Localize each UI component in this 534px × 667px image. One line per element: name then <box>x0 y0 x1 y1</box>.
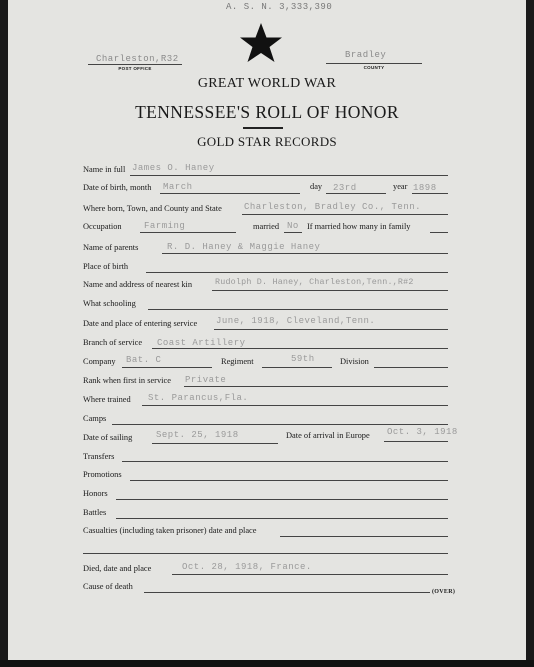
name-value: James O. Haney <box>132 163 215 173</box>
cause-rule <box>144 592 430 593</box>
gold-star-icon <box>236 22 286 64</box>
battles-rule <box>116 518 448 519</box>
casualties-rule-2 <box>83 553 448 554</box>
sailing-label: Date of sailing <box>83 433 133 442</box>
schooling-rule <box>148 309 448 310</box>
scan-bottom-edge <box>0 660 534 667</box>
name-label: Name in full <box>83 165 126 174</box>
arrival-value: Oct. 3, 1918 <box>387 427 458 437</box>
birth-year-value: 1898 <box>413 183 437 193</box>
post-office-rule <box>88 64 182 65</box>
cause-label: Cause of death <box>83 582 133 591</box>
promotions-label: Promotions <box>83 470 122 479</box>
company-label: Company <box>83 357 116 366</box>
promotions-rule <box>130 480 448 481</box>
kin-rule <box>212 290 448 291</box>
place-birth-rule <box>146 272 448 273</box>
born-label: Where born, Town, and County and State <box>83 204 222 213</box>
honors-rule <box>116 499 448 500</box>
transfers-rule <box>122 461 448 462</box>
county-label: COUNTY <box>363 65 385 70</box>
honors-label: Honors <box>83 489 108 498</box>
arrival-rule <box>384 441 448 442</box>
sailing-rule <box>152 443 278 444</box>
casualties-label: Casualties (including taken prisoner) date and place <box>83 526 257 535</box>
division-rule <box>374 367 448 368</box>
occupation-rule <box>140 232 236 233</box>
parents-value: R. D. Haney & Maggie Haney <box>167 242 321 252</box>
entering-value: June, 1918, Cleveland,Tenn. <box>216 316 376 326</box>
post-office-value: Charleston,R32 <box>96 54 179 64</box>
birth-day-value: 23rd <box>333 183 357 193</box>
branch-label: Branch of service <box>83 338 143 347</box>
rank-label: Rank when first in service <box>83 376 171 385</box>
sailing-value: Sept. 25, 1918 <box>156 430 239 440</box>
title-great-world-war: GREAT WORLD WAR <box>197 76 337 91</box>
gold-star-record-form <box>8 0 526 660</box>
married-label: married <box>253 222 280 231</box>
title-underline <box>243 127 283 129</box>
birth-year-label: year <box>393 182 408 191</box>
division-label: Division <box>340 357 369 366</box>
place-birth-label: Place of birth <box>83 262 129 271</box>
county-rule <box>326 63 422 64</box>
camps-label: Camps <box>83 414 107 423</box>
birth-month-rule <box>160 193 300 194</box>
married-rule <box>284 232 302 233</box>
branch-rule <box>152 348 448 349</box>
birth-day-rule <box>326 193 386 194</box>
birth-year-rule <box>412 193 448 194</box>
regiment-value: 59th <box>291 354 315 364</box>
rank-rule <box>184 386 448 387</box>
casualties-rule <box>280 536 448 537</box>
post-office-label: POST OFFICE <box>118 66 152 71</box>
company-rule <box>122 367 212 368</box>
battles-label: Battles <box>83 508 107 517</box>
county-value: Bradley <box>345 50 387 60</box>
trained-label: Where trained <box>83 395 131 404</box>
family-rule <box>430 232 448 233</box>
company-value: Bat. C <box>126 355 162 365</box>
married-value: No <box>287 221 299 231</box>
arrival-label: Date of arrival in Europe <box>286 431 370 440</box>
camps-rule <box>112 424 448 425</box>
regiment-label: Regiment <box>221 357 254 366</box>
birth-day-label: day <box>310 182 323 191</box>
rank-value: Private <box>185 375 227 385</box>
regiment-rule <box>262 367 332 368</box>
schooling-label: What schooling <box>83 299 136 308</box>
born-rule <box>242 214 448 215</box>
born-value: Charleston, Bradley Co., Tenn. <box>244 202 422 212</box>
branch-value: Coast Artillery <box>157 338 246 348</box>
entering-label: Date and place of entering service <box>83 319 198 328</box>
parents-label: Name of parents <box>83 243 139 252</box>
kin-value: Rudolph D. Haney, Charleston,Tenn.,R#2 <box>215 277 414 287</box>
over-label: (OVER) <box>432 589 456 595</box>
title-roll-of-honor: TENNESSEE'S ROLL OF HONOR <box>135 102 399 122</box>
trained-rule <box>142 405 448 406</box>
title-gold-star-records: GOLD STAR RECORDS <box>197 134 337 149</box>
kin-label: Name and address of nearest kin <box>83 280 193 289</box>
died-rule <box>172 574 448 575</box>
occupation-value: Farming <box>144 221 186 231</box>
name-rule <box>130 175 448 176</box>
serial-number: A. S. N. 3,333,390 <box>226 2 333 12</box>
trained-value: St. Parancus,Fla. <box>148 393 249 403</box>
birth-month-label: Date of birth, month <box>83 183 152 192</box>
parents-rule <box>162 253 448 254</box>
died-label: Died, date and place <box>83 564 152 573</box>
transfers-label: Transfers <box>83 452 115 461</box>
occupation-label: Occupation <box>83 222 122 231</box>
entering-rule <box>214 329 448 330</box>
family-label: If married how many in family <box>307 222 411 231</box>
birth-month-value: March <box>163 182 193 192</box>
died-value: Oct. 28, 1918, France. <box>182 562 312 572</box>
